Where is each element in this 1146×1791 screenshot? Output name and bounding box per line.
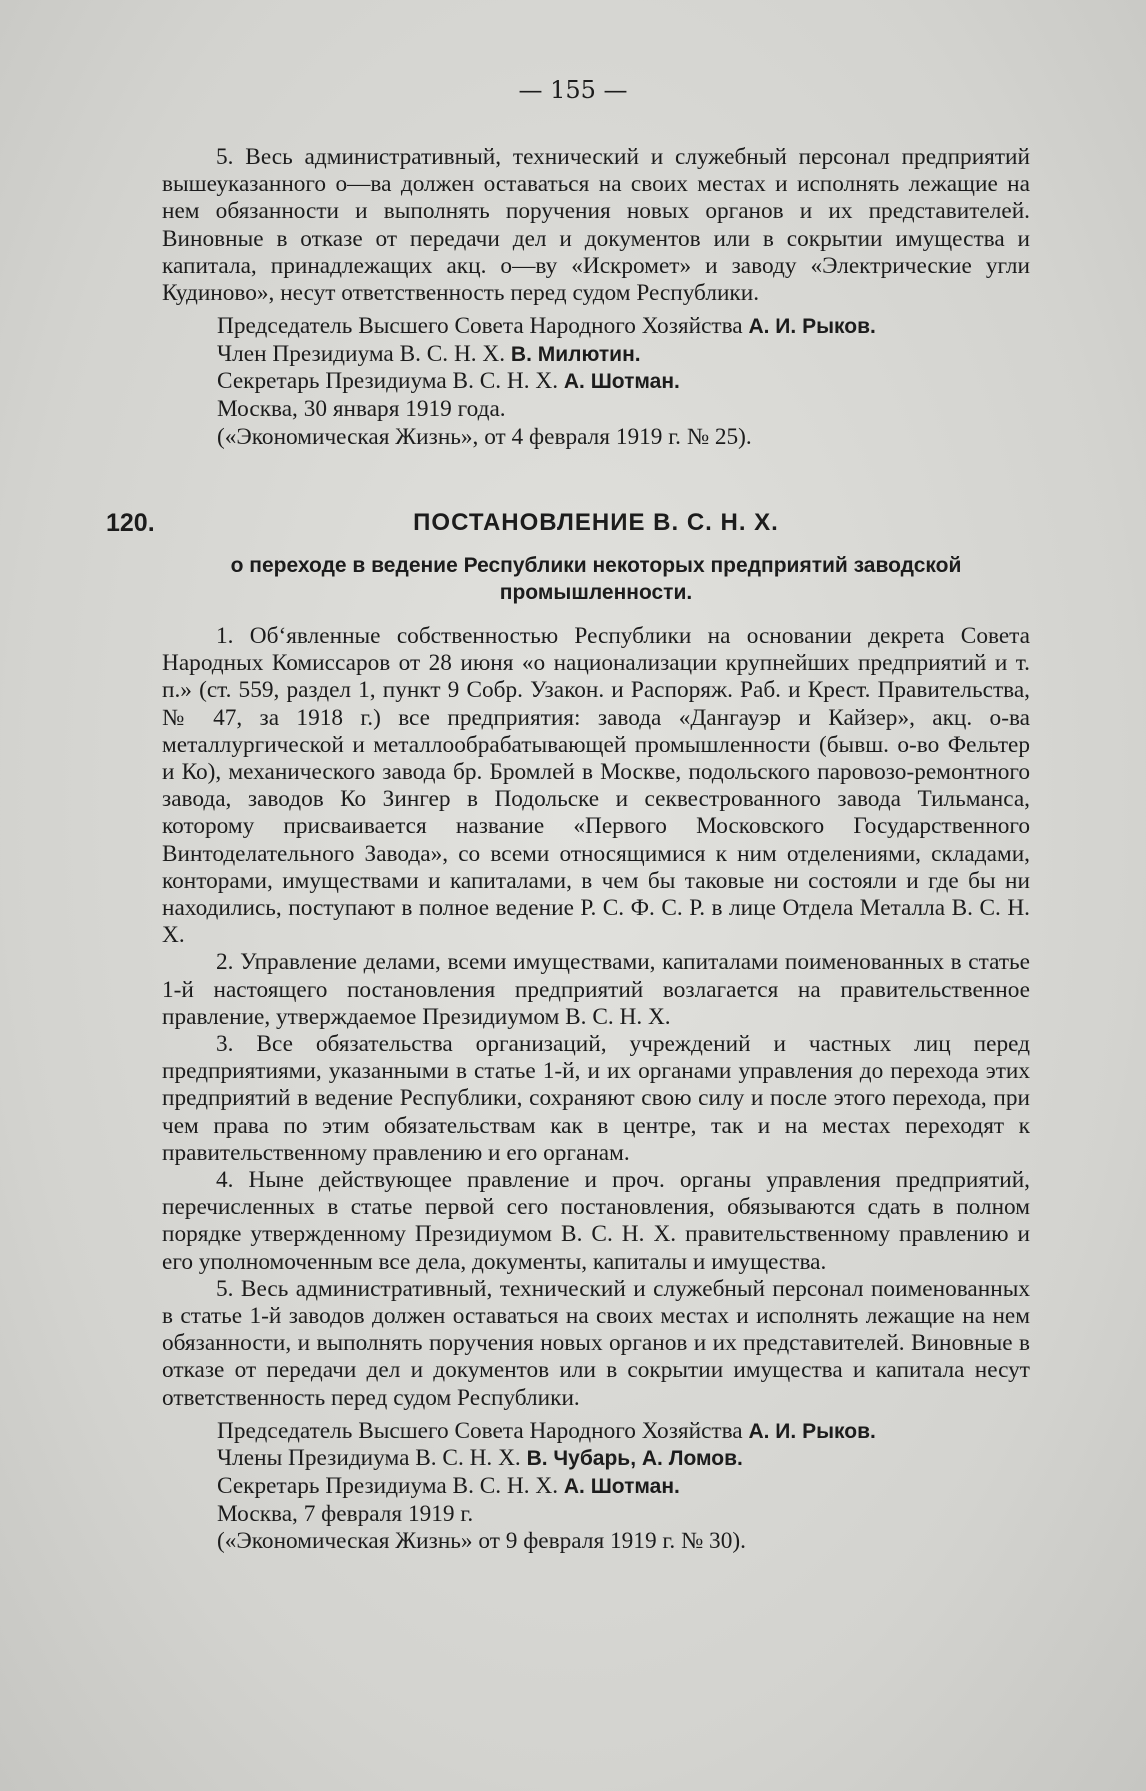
doc-119-member-prefix: Член Президиума В. С. Н. Х. xyxy=(217,340,506,367)
doc-120-paragraph-5: 5. Весь административный, технический и служебный персонал поименованных в статье 1-й заводов должен оставаться на своих местах и исполнять лежащие на нем обязанности, и выполнять поручения новых органов и их представителей. Виновные в отказе от передачи дел и документов или в сокрытии имущества и капитала несут ответственность перед судом Республики. xyxy=(162,1275,1030,1411)
doc-119-member-line xyxy=(162,341,1030,369)
doc-120-chair-prefix: Председатель Высшего Совета Народного Хозяйства xyxy=(217,1417,743,1444)
doc-120-paragraph-4: 4. Ныне действующее правление и проч. органы управления предприятий, перечисленных в статье первой сего постановления, обязываются сдать в полном порядке утвержденному Президиумом В. С. Н. Х. правительственному правлению и его уполномоченным все дела, документы, капиталы и имущества. xyxy=(162,1167,1030,1275)
doc-119-chair-name: А. И. Рыков. xyxy=(748,315,876,339)
doc-120-members-names: В. Чубарь, А. Ломов. xyxy=(526,1447,743,1471)
doc-120-place-date: Москва, 7 февраля 1919 г. xyxy=(217,1500,474,1527)
doc-119-secretary-prefix: Секретарь Президиума В. С. Н. Х. xyxy=(217,368,559,395)
doc-119-source: («Экономическая Жизнь», от 4 февраля 1919 г. № 25). xyxy=(217,423,752,450)
doc-120-source: («Экономическая Жизнь» от 9 февраля 1919 г. № 30). xyxy=(217,1528,746,1555)
doc-119-secretary-line xyxy=(162,368,1030,396)
page-number: — 155 — xyxy=(518,76,628,104)
doc-119-signers xyxy=(162,313,1030,451)
doc-120-subtitle: о переходе в ведение Республики некоторых предприятий заводской промышленности. xyxy=(230,554,962,604)
doc-120-title: ПОСТАНОВЛЕНИЕ В. С. Н. Х. xyxy=(413,509,779,536)
doc-120-paragraph-3: 3. Все обязательства организаций, учреждений и частных лиц перед предприятиями, указанными в статье 1-й, и их органами управления до перехода этих предприятий в ведение Республики, сохраняют свою силу и после этого перехода, при чем права по этим обязательствам как в центре, так и на местах переходят к правительственному правлению и его органам. xyxy=(162,1031,1030,1166)
doc-120-members-prefix: Члены Президиума В. С. Н. Х. xyxy=(217,1445,521,1472)
doc-120-secretary-name: А. Шотман. xyxy=(563,1475,680,1499)
doc-119-chair-prefix: Председатель Высшего Совета Народного Хозяйства xyxy=(217,313,743,340)
doc-120-signers xyxy=(162,1418,1030,1556)
doc-119-paragraph-5: 5. Весь административный, технический и служебный персонал предприятий вышеуказанного о—ва должен оставаться на своих местах и исполнять лежащие на нем обязанности и выполнять поручения новых органов и их представителей. Виновные в отказе от передачи дел и документов или в сокрытии имущества и капитала, принадлежащих акц. о—ву «Искромет» и заводу «Электрические угли Кудиново», несут ответственность перед судом Республики. xyxy=(162,144,1030,307)
doc-119-place-date: Москва, 30 января 1919 года. xyxy=(217,396,506,422)
doc-120-secretary-line xyxy=(162,1473,1030,1501)
doc-120-number: 120. xyxy=(106,509,155,537)
doc-120-chair-name: А. И. Рыков. xyxy=(748,1419,876,1443)
doc-120-chair-line xyxy=(162,1418,1030,1446)
doc-120-paragraph-2: 2. Управление делами, всеми имуществами, капиталами поименованных в статье 1-й настоящего постановления предприятий возлагается на правительственное правление, утверждаемое Президиумом В. С. Н. Х. xyxy=(162,949,1030,1030)
doc-119-chair-line xyxy=(162,313,1030,341)
doc-120-paragraph-1: 1. Об‘явленные собственностью Республики на основании декрета Совета Народных Комиссаров от 28 июня «о национализации крупнейших предприятий и т. п.» (ст. 559, раздел 1, пункт 9 Собр. Узакон. и Распоряж. Раб. и Крест. Правительства, № 47, за 1918 г.) все предприятия: завода «Дангауэр и Кайзер», акц. о-ва металлургической и металлообрабатывающей промышленности (бывш. о-во Фельтер и Ко), механического завода бр. Бромлей в Москве, подольского паровозо-ремонтного завода, заводов Ко Зингер в Подольске и секвестрованного завода Тильманса, которому присваивается название «Первого Московского Государственного Винтоделательного Завода», со всеми относящимися к ним отделениями, складами, конторами, имуществами и капиталами, в чем бы таковые ни состояли и где бы ни находились, поступают в полное ведение Р. С. Ф. С. Р. в лице Отдела Металла В. С. Н. Х. xyxy=(162,623,1030,949)
doc-120-body xyxy=(162,623,1030,1556)
doc-119-secretary-name: А. Шотман. xyxy=(563,370,680,394)
doc-119-section xyxy=(162,144,1030,451)
doc-119-member-name: В. Милютин. xyxy=(510,342,641,366)
doc-120-members-line xyxy=(162,1445,1030,1473)
doc-120-secretary-prefix: Секретарь Президиума В. С. Н. Х. xyxy=(217,1473,559,1500)
